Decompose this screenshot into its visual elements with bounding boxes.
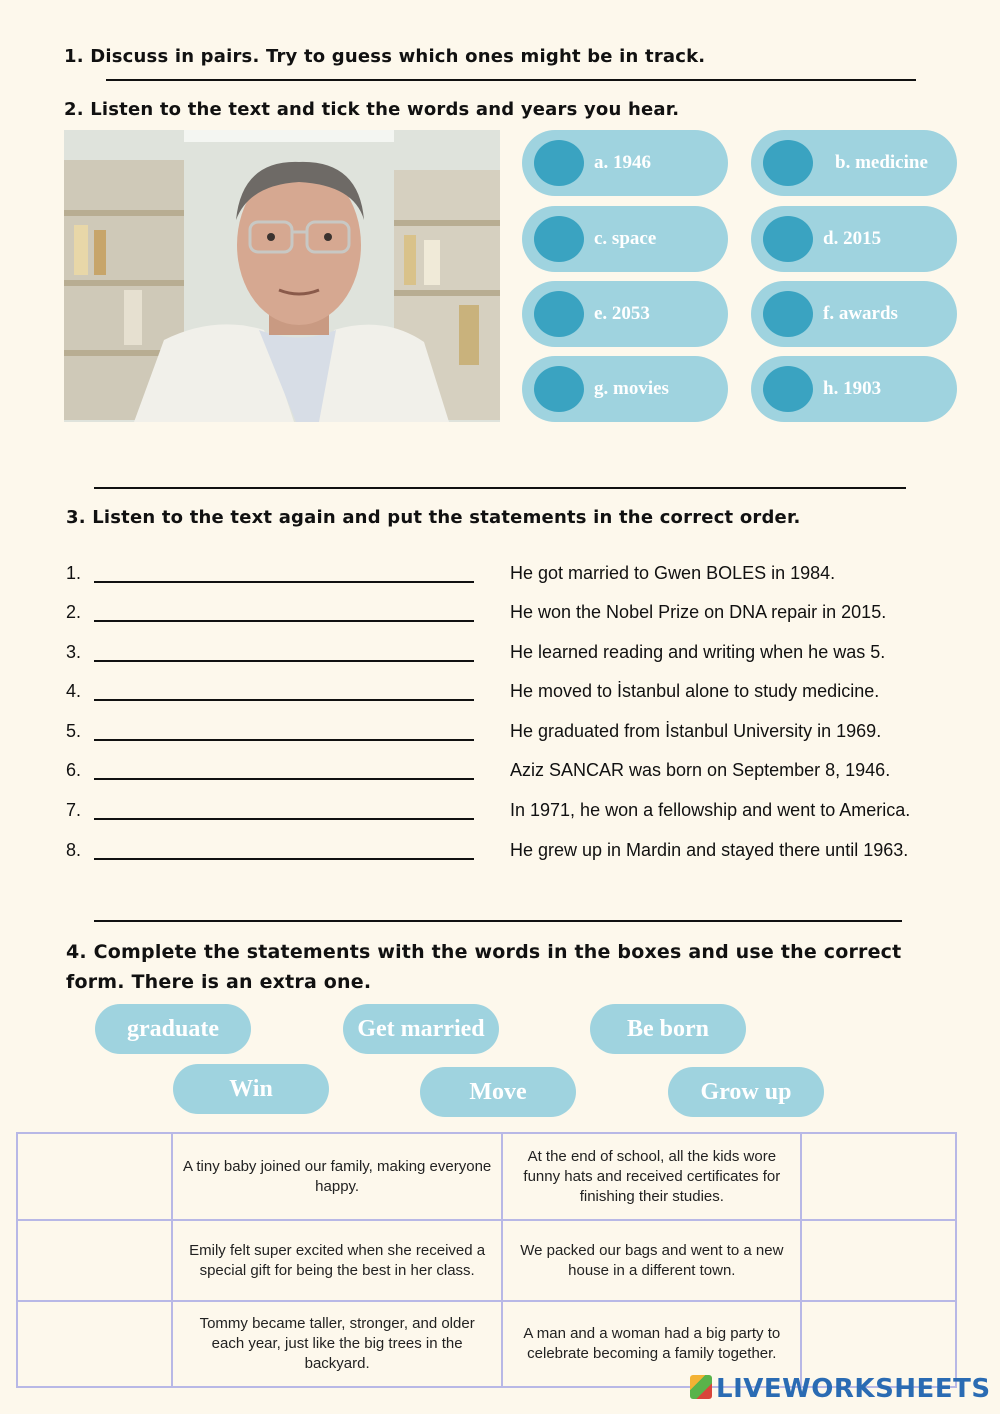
answer-blank[interactable]	[94, 620, 474, 622]
tick-circle-icon[interactable]	[763, 291, 813, 337]
answer-blank[interactable]	[94, 778, 474, 780]
option-label: g. movies	[594, 378, 669, 399]
option-g[interactable]	[522, 356, 728, 422]
section2-heading: 2. Listen to the text and tick the words and years you hear.	[64, 99, 680, 120]
answer-blank[interactable]	[94, 581, 474, 583]
word-box-grow-up[interactable]: Grow up	[668, 1067, 824, 1117]
liveworksheets-logo	[690, 1374, 991, 1404]
row-number: 2.	[66, 602, 82, 622]
drop-zone[interactable]	[17, 1220, 172, 1301]
tick-circle-icon[interactable]	[763, 366, 813, 412]
section4-heading-cont: form. There is an extra one.	[66, 971, 372, 993]
table-cell: Emily felt super excited when she received a special gift for being the best in her class.	[172, 1220, 503, 1301]
option-f[interactable]	[751, 281, 957, 347]
tick-circle-icon[interactable]	[763, 216, 813, 262]
statement: He learned reading and writing when he was 5.	[510, 642, 886, 662]
section3-heading: 3. Listen to the text again and put the statements in the correct order.	[66, 507, 801, 528]
section1-heading: 1. Discuss in pairs. Try to guess which ones might be in track.	[64, 46, 706, 67]
logo-text: LIVEWORKSHEETS	[716, 1374, 991, 1404]
divider	[106, 79, 916, 81]
word-box-get-married[interactable]: Get married	[343, 1004, 499, 1054]
word-box-move[interactable]: Move	[420, 1067, 576, 1117]
table-cell: A tiny baby joined our family, making everyone happy.	[172, 1133, 503, 1220]
drop-zone[interactable]	[801, 1133, 956, 1220]
row-number: 7.	[66, 800, 82, 820]
section4-heading: 4. Complete the statements with the words in the boxes and use the correct	[66, 941, 902, 963]
option-a[interactable]	[522, 130, 728, 196]
option-label: e. 2053	[594, 303, 650, 324]
drop-zone[interactable]	[801, 1220, 956, 1301]
word-box-be-born[interactable]: Be born	[590, 1004, 746, 1054]
portrait-illustration	[64, 130, 500, 422]
answer-blank[interactable]	[94, 660, 474, 662]
row-number: 5.	[66, 721, 82, 741]
tick-circle-icon[interactable]	[534, 291, 584, 337]
statement: He grew up in Mardin and stayed there until 1963.	[510, 840, 909, 860]
option-label: c. space	[594, 228, 657, 249]
divider	[94, 487, 906, 489]
tick-circle-icon[interactable]	[763, 140, 813, 186]
table-row	[17, 1133, 956, 1220]
tick-circle-icon[interactable]	[534, 140, 584, 186]
tick-circle-icon[interactable]	[534, 216, 584, 262]
answer-blank[interactable]	[94, 699, 474, 701]
row-number: 6.	[66, 760, 82, 780]
row-number: 3.	[66, 642, 82, 662]
option-label: b. medicine	[835, 152, 928, 173]
option-e[interactable]	[522, 281, 728, 347]
option-label: a. 1946	[594, 152, 651, 173]
option-b[interactable]	[751, 130, 957, 196]
answer-blank[interactable]	[94, 858, 474, 860]
word-box-win[interactable]: Win	[173, 1064, 329, 1114]
statement: Aziz SANCAR was born on September 8, 1946.	[510, 760, 891, 780]
row-number: 4.	[66, 681, 82, 701]
divider	[94, 920, 902, 922]
statement: He got married to Gwen BOLES in 1984.	[510, 563, 836, 583]
option-h[interactable]	[751, 356, 957, 422]
drop-zone[interactable]	[17, 1301, 172, 1387]
option-label: f. awards	[823, 303, 898, 324]
row-number: 1.	[66, 563, 82, 583]
tick-circle-icon[interactable]	[534, 366, 584, 412]
drop-zone[interactable]	[17, 1133, 172, 1220]
statement: He graduated from İstanbul University in 1969.	[510, 721, 882, 741]
answer-blank[interactable]	[94, 818, 474, 820]
option-d[interactable]	[751, 206, 957, 272]
portrait-photo	[64, 130, 500, 422]
statement: He moved to İstanbul alone to study medicine.	[510, 681, 880, 701]
matching-table	[16, 1132, 957, 1388]
table-cell: A man and a woman had a big party to celebrate becoming a family together.	[502, 1301, 801, 1387]
statement: He won the Nobel Prize on DNA repair in 2015.	[510, 602, 887, 622]
option-label: d. 2015	[823, 228, 882, 249]
table-cell: Tommy became taller, stronger, and older each year, just like the big trees in the backyard.	[172, 1301, 503, 1387]
option-c[interactable]	[522, 206, 728, 272]
option-label: h. 1903	[823, 378, 882, 399]
table-row	[17, 1220, 956, 1301]
word-box-graduate[interactable]: graduate	[95, 1004, 251, 1054]
statement: In 1971, he won a fellowship and went to America.	[510, 800, 911, 820]
table-cell: At the end of school, all the kids wore funny hats and received certificates for finishing their studies.	[502, 1133, 801, 1220]
row-number: 8.	[66, 840, 82, 860]
logo-mark-icon	[690, 1375, 712, 1399]
table-cell: We packed our bags and went to a new house in a different town.	[502, 1220, 801, 1301]
answer-blank[interactable]	[94, 739, 474, 741]
